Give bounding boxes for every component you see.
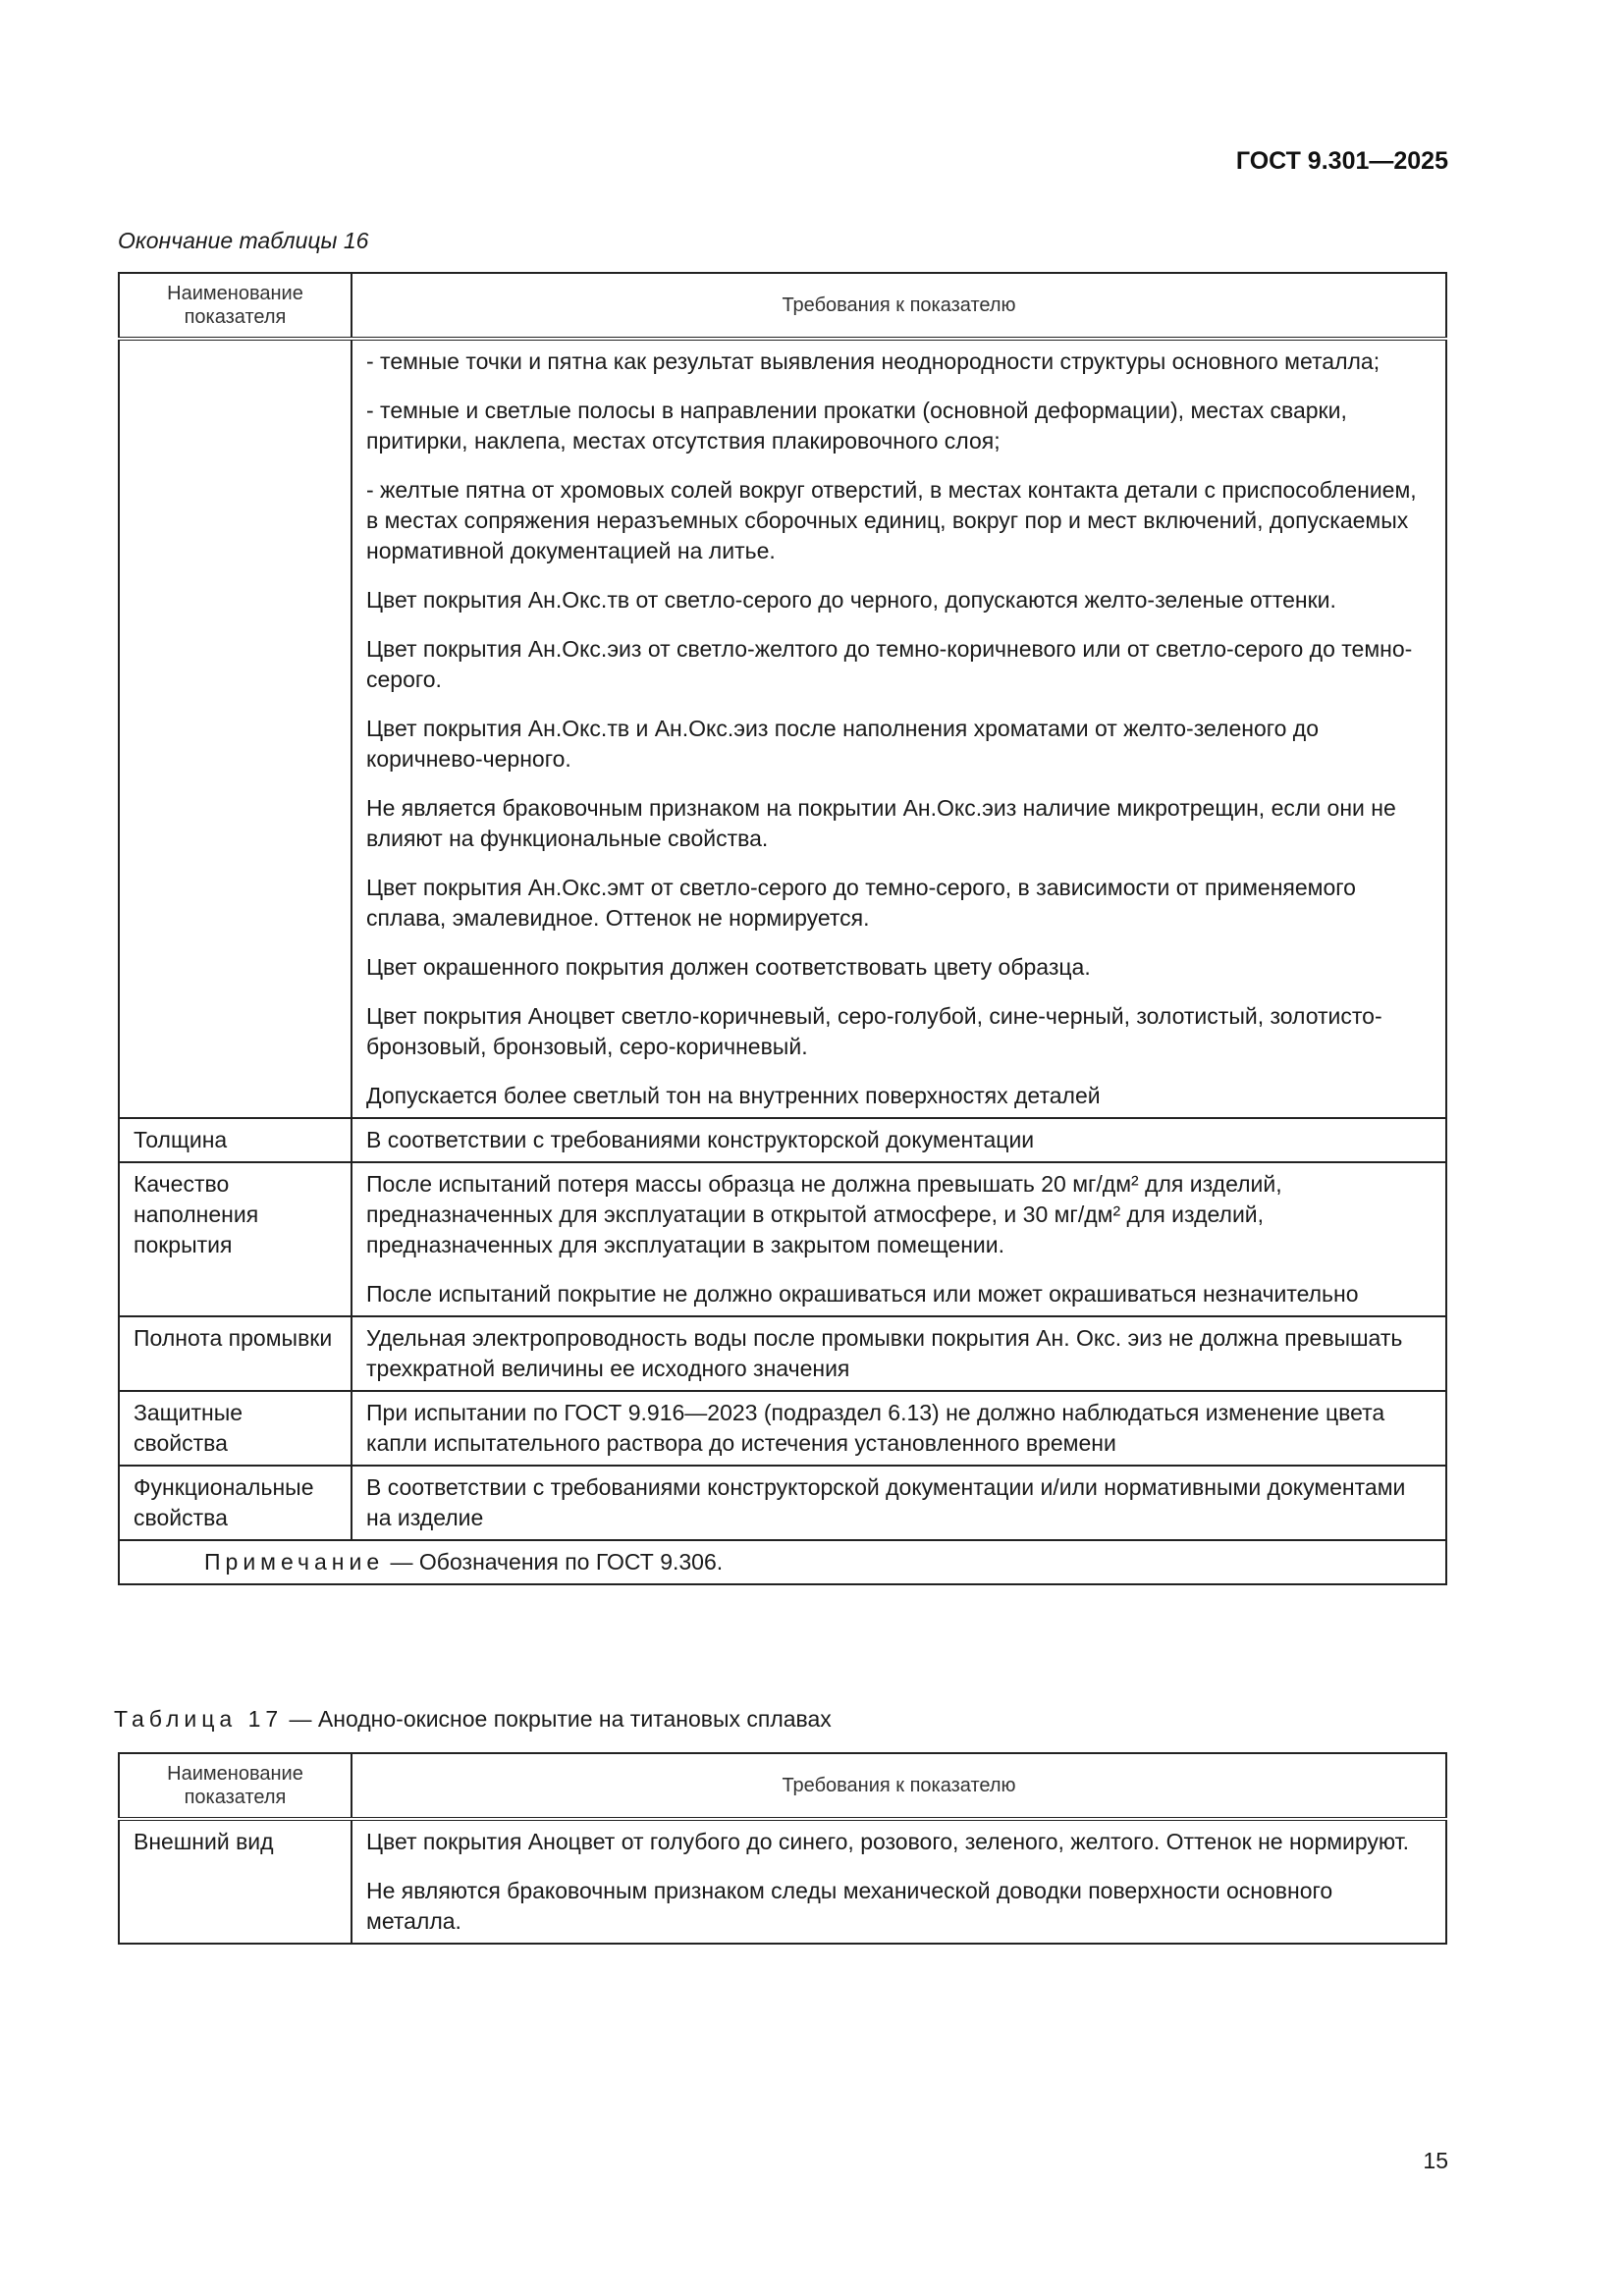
- table16-header-row: [119, 273, 1446, 339]
- note-text: — Обозначения по ГОСТ 9.306.: [384, 1549, 724, 1575]
- note-label: Примечание: [204, 1549, 385, 1575]
- table17-header-row: [119, 1753, 1446, 1819]
- table-row: [119, 1391, 1446, 1466]
- table16-caption: Окончание таблицы 16: [118, 228, 369, 253]
- table-row: [119, 1316, 1446, 1391]
- row-requirements-cell: [352, 1391, 1446, 1466]
- requirement-paragraph: Цвет покрытия Ан.Окс.тв и Ан.Окс.эиз после наполнения хроматами от желто-зеленого до коричнево-черного.: [366, 716, 1320, 772]
- requirement-paragraph: - желтые пятна от хромовых солей вокруг отверстий, в местах контакта детали с приспособлением, в местах сопряжения неразъемных сборочных единиц, вокруг пор и мест включений, допускаемых нормативной документацией на литье.: [366, 477, 1417, 563]
- row-requirements-cell: [352, 1162, 1446, 1316]
- document-code: ГОСТ 9.301—2025: [1235, 147, 1448, 175]
- requirement-paragraph: После испытаний покрытие не должно окрашиваться или может окрашиваться незначительно: [366, 1281, 1359, 1307]
- requirement-paragraph: Цвет покрытия Ан.Окс.эмт от светло-серого до темно-серого, в зависимости от применяемого сплава, эмалевидное. Оттенок не нормируется.: [366, 875, 1356, 931]
- requirement-paragraph: Цвет покрытия Ан.Окс.эиз от светло-желтого до темно-коричневого или от светло-серого до темно-серого.: [366, 636, 1413, 692]
- row-requirements-cell: [352, 1466, 1446, 1540]
- table-row: [119, 1466, 1446, 1540]
- table-note: [119, 1540, 1446, 1584]
- table-note-row: [119, 1540, 1446, 1584]
- row-name-cell: Полнота промывки: [119, 1316, 352, 1391]
- row-name-cell: Качество наполнения покрытия: [119, 1162, 352, 1316]
- column-header-name: Наименование показателя: [119, 273, 352, 339]
- requirement-paragraph: Цвет покрытия Аноцвет от голубого до синего, розового, зеленого, желтого. Оттенок не нормируют.: [366, 1829, 1410, 1854]
- table-row: [119, 339, 1446, 1118]
- row-requirements-cell: [352, 339, 1446, 1118]
- row-requirements-cell: [352, 1316, 1446, 1391]
- row-name-cell: Функциональные свойства: [119, 1466, 352, 1540]
- table17-caption-label: Таблица 17: [114, 1706, 284, 1732]
- table17-caption: [114, 1706, 832, 1733]
- column-header-name: Наименование показателя: [119, 1753, 352, 1819]
- requirement-paragraph: Не являются браковочным признаком следы механической доводки поверхности основного металла.: [366, 1878, 1333, 1934]
- table-row: [119, 1118, 1446, 1162]
- requirement-paragraph: После испытаний потеря массы образца не должна превышать 20 мг/дм² для изделий, предназначенных для эксплуатации в открытой атмосфере, и 30 мг/дм² для изделий, предназначенных для эксплуатации в закрытом помещении.: [366, 1171, 1282, 1257]
- table-16: [118, 272, 1447, 1585]
- row-requirements-cell: [352, 1819, 1446, 1944]
- column-header-requirements: Требования к показателю: [352, 273, 1446, 339]
- table17-caption-text: — Анодно-окисное покрытие на титановых сплавах: [283, 1706, 832, 1732]
- table-row: [119, 1162, 1446, 1316]
- requirement-paragraph: Удельная электропроводность воды после промывки покрытия Ан. Окс. эиз не должна превышать трехкратной величины ее исходного значения: [366, 1325, 1403, 1381]
- column-header-requirements: Требования к показателю: [352, 1753, 1446, 1819]
- requirement-paragraph: При испытании по ГОСТ 9.916—2023 (подраздел 6.13) не должно наблюдаться изменение цвета капли испытательного раствора до истечения установленного времени: [366, 1400, 1385, 1456]
- row-name-cell: Внешний вид: [119, 1819, 352, 1944]
- requirement-paragraph: - темные точки и пятна как результат выявления неоднородности структуры основного металла;: [366, 348, 1380, 374]
- requirement-paragraph: Цвет покрытия Аноцвет светло-коричневый, серо-голубой, сине-черный, золотистый, золотисто-бронзовый, бронзовый, серо-коричневый.: [366, 1003, 1382, 1059]
- requirement-paragraph: Цвет окрашенного покрытия должен соответствовать цвету образца.: [366, 954, 1091, 980]
- row-name-cell: Толщина: [119, 1118, 352, 1162]
- requirement-paragraph: Допускается более светлый тон на внутренних поверхностях деталей: [366, 1083, 1101, 1108]
- requirement-paragraph: Не является браковочным признаком на покрытии Ан.Окс.эиз наличие микротрещин, если они не влияют на функциональные свойства.: [366, 795, 1396, 851]
- row-requirements-cell: [352, 1118, 1446, 1162]
- requirement-paragraph: В соответствии с требованиями конструкторской документации и/или нормативными документами на изделие: [366, 1474, 1406, 1530]
- requirement-paragraph: - темные и светлые полосы в направлении прокатки (основной деформации), местах сварки, притирки, наклепа, местах отсутствия плакировочного слоя;: [366, 398, 1347, 454]
- table-17: [118, 1752, 1447, 1945]
- row-name-cell: Защитные свойства: [119, 1391, 352, 1466]
- row-name-cell: [119, 339, 352, 1118]
- requirement-paragraph: В соответствии с требованиями конструкторской документации: [366, 1127, 1035, 1152]
- table-row: [119, 1819, 1446, 1944]
- page-number: 15: [1423, 2148, 1448, 2173]
- requirement-paragraph: Цвет покрытия Ан.Окс.тв от светло-серого до черного, допускаются желто-зеленые оттенки.: [366, 587, 1336, 613]
